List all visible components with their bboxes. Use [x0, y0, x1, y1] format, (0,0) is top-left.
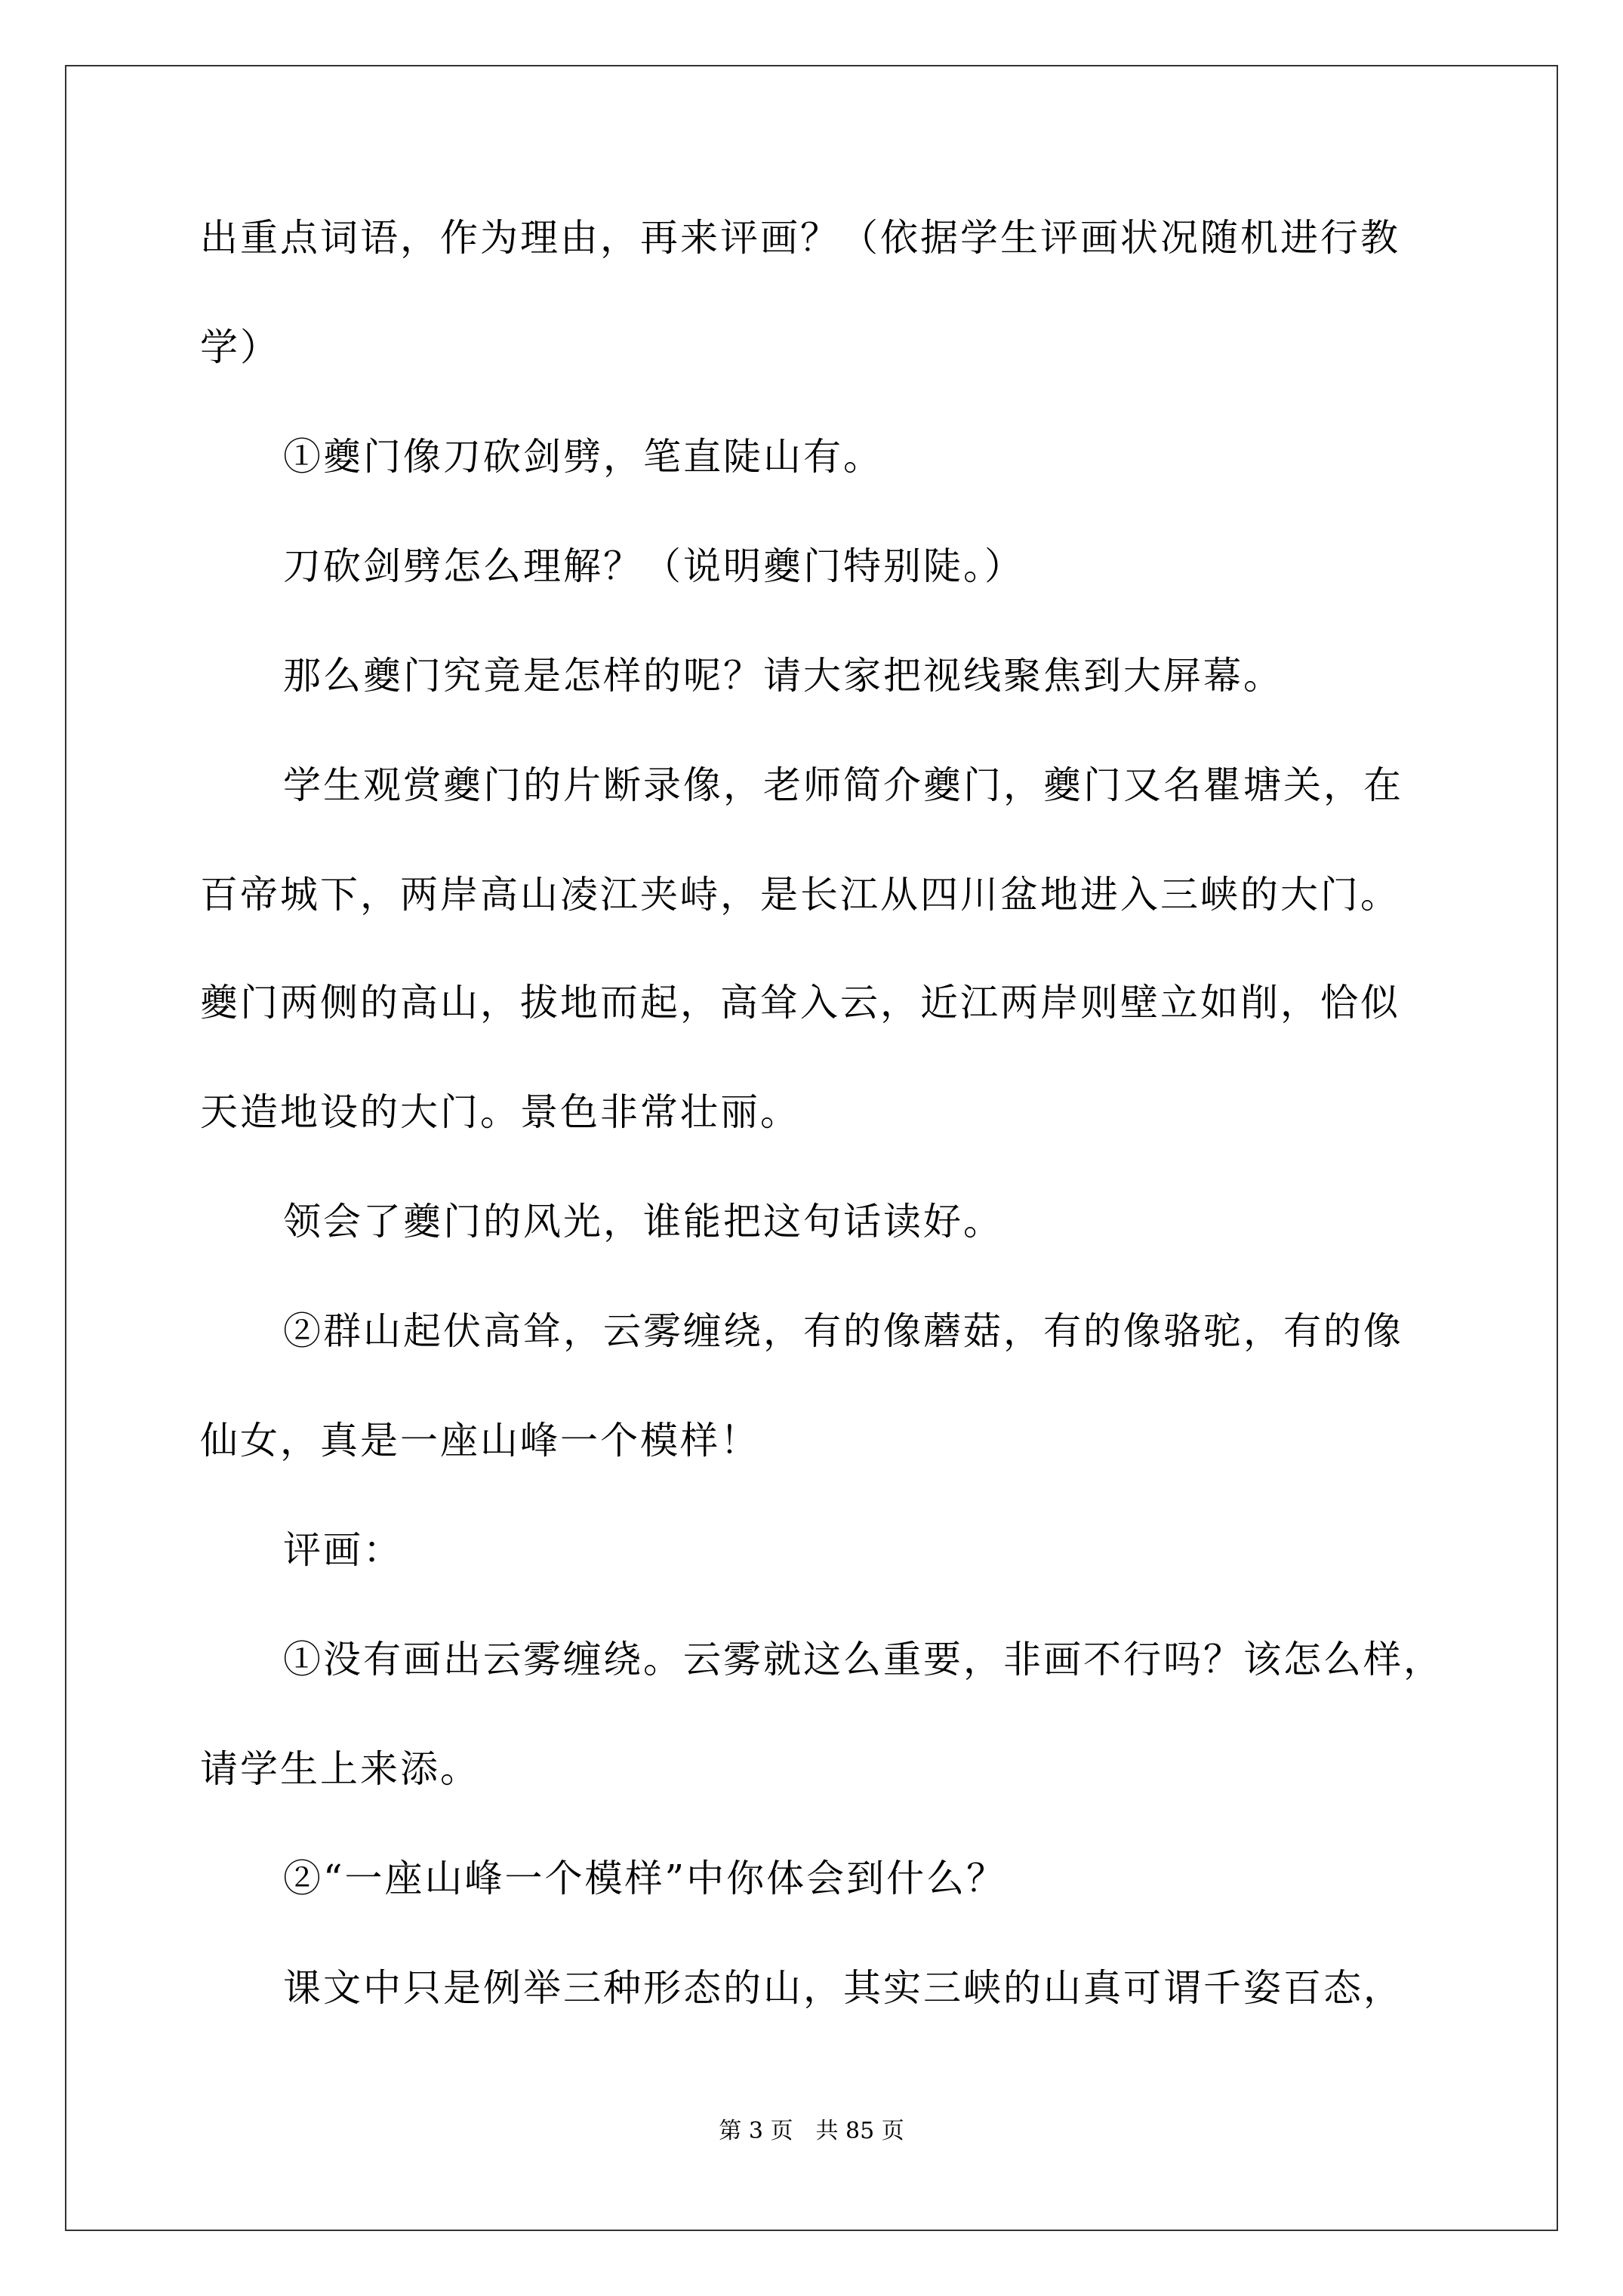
- text-line: ②“一座山峰一个模样”中你体会到什么？: [283, 1857, 1007, 1900]
- text-line: 仙女，真是一座山峰一个模样！: [200, 1419, 760, 1462]
- page-number: 第 3 页: [719, 2118, 793, 2144]
- text-line: 那么夔门究竟是怎样的呢？请大家把视线聚焦到大屏幕。: [283, 654, 1283, 698]
- text-line: 请学生上来添。: [200, 1747, 480, 1791]
- text-line: 出重点词语，作为理由，再来评画？（依据学生评画状况随机进行教: [200, 216, 1400, 260]
- text-line: 天造地设的大门。景色非常壮丽。: [200, 1090, 800, 1134]
- text-line: ①没有画出云雾缠绕。云雾就这么重要，非画不行吗？该怎么样，: [283, 1638, 1443, 1681]
- page-border: [65, 65, 1558, 2231]
- text-line: ②群山起伏高耸，云雾缠绕，有的像蘑菇，有的像骆驼，有的像: [283, 1309, 1403, 1353]
- text-line: 夔门两侧的高山，拔地而起，高耸入云，近江两岸则壁立如削，恰似: [200, 981, 1400, 1025]
- total-pages: 共 85 页: [815, 2118, 904, 2144]
- text-line: 刀砍剑劈怎么理解？（说明夔门特别陡。）: [283, 544, 1024, 588]
- text-line: ①夔门像刀砍剑劈，笔直陡山有。: [283, 435, 883, 479]
- text-line: 领会了夔门的风光，谁能把这句话读好。: [283, 1200, 1003, 1244]
- text-line: 评画：: [283, 1528, 403, 1572]
- text-line: 学生观赏夔门的片断录像，老师简介夔门，夔门又名瞿塘关，在: [283, 763, 1403, 807]
- text-line: 课文中只是例举三种形态的山，其实三峡的山真可谓千姿百态，: [283, 1966, 1403, 2010]
- page-footer: [0, 2118, 1623, 2145]
- text-line: 学）: [200, 325, 280, 369]
- text-line: 百帝城下，两岸高山凌江夹峙，是长江从四川盆地进入三峡的大门。: [200, 873, 1400, 917]
